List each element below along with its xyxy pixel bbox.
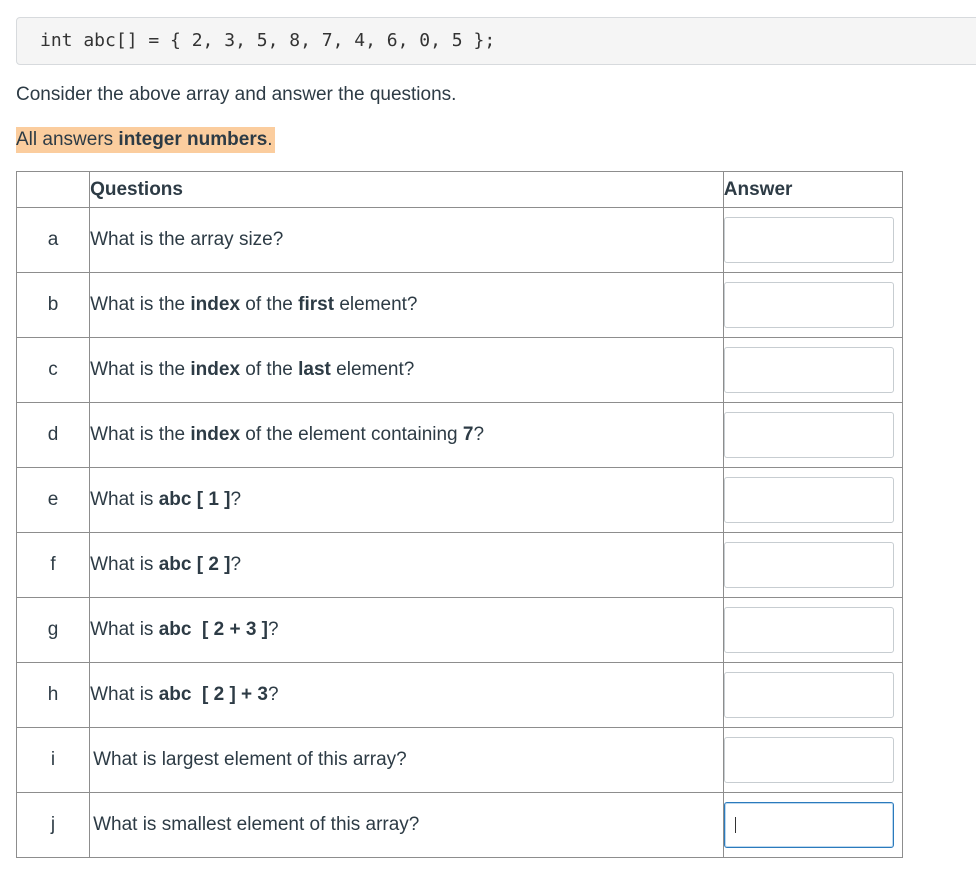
question-part: What is the bbox=[90, 294, 191, 315]
text-caret bbox=[735, 817, 736, 833]
answer-input-b[interactable] bbox=[724, 282, 894, 328]
answer-input-a[interactable] bbox=[724, 217, 894, 263]
question-text bbox=[90, 793, 724, 858]
answer-input-e[interactable] bbox=[724, 477, 894, 523]
question-letter: h bbox=[17, 663, 90, 728]
table-row bbox=[17, 598, 903, 663]
table-row bbox=[17, 273, 903, 338]
answer-input-i[interactable] bbox=[724, 737, 894, 783]
question-part: ? bbox=[473, 424, 485, 445]
question-part: What is the bbox=[90, 359, 191, 380]
answer-input-g[interactable] bbox=[724, 607, 894, 653]
question-bold-part: abc [ 1 ] bbox=[158, 489, 231, 510]
answer-cell bbox=[723, 663, 902, 728]
answer-cell bbox=[723, 728, 902, 793]
answer-cell bbox=[723, 598, 902, 663]
table-header-row bbox=[17, 172, 903, 208]
answer-cell bbox=[723, 273, 902, 338]
question-text bbox=[90, 403, 724, 468]
header-questions: Questions bbox=[90, 172, 724, 208]
answer-cell bbox=[723, 468, 902, 533]
question-bold-part: index bbox=[190, 424, 241, 445]
question-part: What is the bbox=[90, 424, 191, 445]
question-part: What is bbox=[90, 489, 159, 510]
question-letter: c bbox=[17, 338, 90, 403]
header-letter-cell bbox=[17, 172, 90, 208]
question-part: ? bbox=[268, 619, 279, 640]
question-part: ? bbox=[268, 684, 279, 705]
note-prefix: All answers bbox=[16, 129, 119, 150]
answer-input-h[interactable] bbox=[724, 672, 894, 718]
question-letter: b bbox=[17, 273, 90, 338]
answer-cell bbox=[723, 208, 902, 273]
question-text bbox=[90, 338, 724, 403]
answer-input-j[interactable] bbox=[724, 802, 894, 848]
question-part: What is bbox=[90, 619, 159, 640]
table-row bbox=[17, 533, 903, 598]
question-letter: d bbox=[17, 403, 90, 468]
question-text bbox=[90, 468, 724, 533]
instructions-text: Consider the above array and answer the questions. bbox=[16, 84, 457, 105]
question-text bbox=[90, 663, 724, 728]
question-letter: i bbox=[17, 728, 90, 793]
code-snippet: int abc[] = { 2, 3, 5, 8, 7, 4, 6, 0, 5 }; bbox=[16, 17, 976, 65]
question-bold-part: index bbox=[190, 294, 241, 315]
question-part: of the element containing bbox=[240, 424, 463, 445]
header-answer: Answer bbox=[723, 172, 902, 208]
answer-input-c[interactable] bbox=[724, 347, 894, 393]
answer-input-d[interactable] bbox=[724, 412, 894, 458]
question-letter: g bbox=[17, 598, 90, 663]
table-row bbox=[17, 468, 903, 533]
question-part: What is bbox=[90, 684, 159, 705]
question-part: element? bbox=[334, 294, 418, 315]
question-part: of the bbox=[240, 294, 299, 315]
question-letter: j bbox=[17, 793, 90, 858]
question-part: ? bbox=[230, 554, 242, 575]
question-bold-part: abc [ 2 ] bbox=[158, 554, 231, 575]
question-part: of the bbox=[240, 359, 299, 380]
question-text bbox=[90, 728, 724, 793]
answer-cell bbox=[723, 338, 902, 403]
question-part: What is bbox=[90, 554, 159, 575]
question-text bbox=[90, 273, 724, 338]
question-bold-part: abc [ 2 + 3 ] bbox=[158, 619, 268, 640]
table-row bbox=[17, 793, 903, 858]
question-bold-part: abc [ 2 ] + 3 bbox=[158, 684, 268, 705]
answer-cell bbox=[723, 533, 902, 598]
question-text bbox=[90, 208, 724, 273]
question-bold-part: index bbox=[190, 359, 241, 380]
answer-input-f[interactable] bbox=[724, 542, 894, 588]
table-row bbox=[17, 338, 903, 403]
answer-format-note bbox=[16, 127, 275, 153]
question-letter: e bbox=[17, 468, 90, 533]
question-part: element? bbox=[330, 359, 415, 380]
question-part: What is the array size? bbox=[90, 229, 284, 250]
answer-cell bbox=[723, 793, 902, 858]
question-letter: a bbox=[17, 208, 90, 273]
table-row bbox=[17, 208, 903, 273]
table-row bbox=[17, 663, 903, 728]
question-bold-part: last bbox=[298, 359, 331, 380]
questions-table bbox=[16, 171, 903, 858]
question-text bbox=[90, 598, 724, 663]
question-bold-part: first bbox=[298, 294, 335, 315]
question-part: What is largest element of this array? bbox=[93, 749, 407, 770]
question-text bbox=[90, 533, 724, 598]
table-row bbox=[17, 403, 903, 468]
answer-cell bbox=[723, 403, 902, 468]
question-part: ? bbox=[230, 489, 242, 510]
question-bold-part: 7 bbox=[462, 424, 474, 445]
note-bold: integer numbers bbox=[118, 129, 268, 150]
note-suffix: . bbox=[267, 129, 273, 150]
question-letter: f bbox=[17, 533, 90, 598]
question-part: What is smallest element of this array? bbox=[93, 814, 420, 835]
table-row bbox=[17, 728, 903, 793]
